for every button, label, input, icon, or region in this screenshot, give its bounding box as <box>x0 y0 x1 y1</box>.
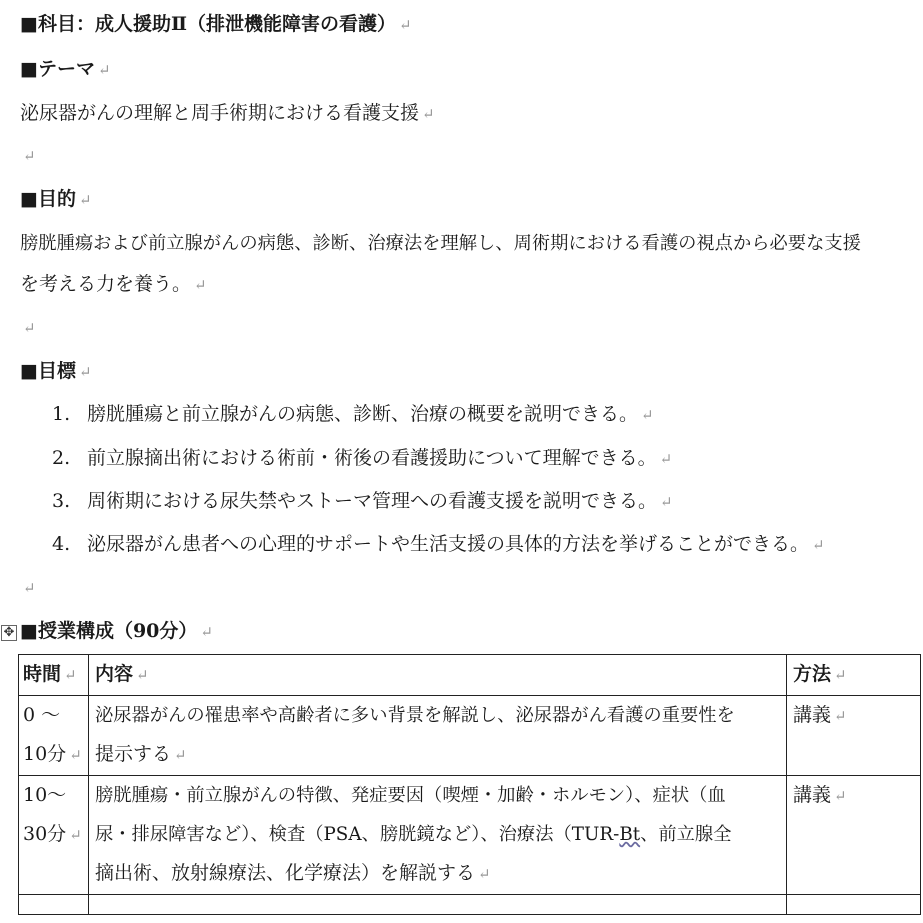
structure-heading-text: ■授業構成（90分） <box>20 620 198 642</box>
header-method[interactable] <box>787 655 921 696</box>
time-cell[interactable] <box>19 776 89 895</box>
goal-item-text: 前立腺摘出術における術前・術後の看護援助について理解できる。 <box>87 447 657 469</box>
cell-mark-icon: ↵ <box>136 666 149 684</box>
header-method-text: 方法 <box>793 663 832 685</box>
paragraph-mark-icon: ↵ <box>194 276 207 294</box>
cell-mark-icon: ↵ <box>834 787 847 805</box>
subject-text: ■科目：成人援助Ⅱ（排泄機能障害の看護） <box>20 13 396 35</box>
header-time[interactable] <box>19 655 89 696</box>
method-cell[interactable] <box>787 776 921 895</box>
purpose-line-2 <box>20 275 207 294</box>
empty-paragraph <box>20 578 36 597</box>
goal-number: 2. <box>52 447 71 469</box>
header-content[interactable] <box>89 655 787 696</box>
goal-number: 4. <box>52 533 71 555</box>
cell-mark-icon: ↵ <box>834 707 847 725</box>
empty-paragraph <box>20 146 36 165</box>
time-end: 30分 <box>23 823 67 845</box>
table-row <box>19 696 921 776</box>
purpose-line-2-text: を考える力を養う。 <box>20 273 192 295</box>
lesson-structure-table <box>18 654 921 915</box>
empty-paragraph <box>20 318 36 337</box>
paragraph-mark-icon: ↵ <box>200 623 213 641</box>
goal-item <box>87 405 654 424</box>
table-row-partial <box>19 895 921 915</box>
theme-heading <box>20 60 111 79</box>
method-cell[interactable] <box>787 895 921 915</box>
theme-heading-text: ■テーマ <box>20 58 95 80</box>
paragraph-mark-icon: ↵ <box>398 16 412 34</box>
paragraph-mark-icon: ↵ <box>78 191 92 209</box>
paragraph-mark-icon: ↵ <box>78 363 92 381</box>
cell-mark-icon: ↵ <box>478 865 491 883</box>
content-line: 、前立腺全 <box>640 824 732 845</box>
goal-item-text: 周術期における尿失禁やストーマ管理への看護支援を説明できる。 <box>87 490 658 512</box>
goal-number: 1. <box>52 403 71 425</box>
cell-mark-icon: ↵ <box>834 666 847 684</box>
table-row <box>19 776 921 895</box>
cell-mark-icon: ↵ <box>174 746 187 764</box>
cell-mark-icon: ↵ <box>69 746 82 764</box>
spellcheck-word: Bt <box>619 824 641 845</box>
goal-item-text: 泌尿器がん患者への心理的サポートや生活支援の具体的方法を挙げることができる。 <box>87 533 810 555</box>
goals-heading <box>20 362 92 381</box>
structure-heading <box>20 622 213 641</box>
time-start: 10～ <box>23 784 67 806</box>
method-cell[interactable] <box>787 696 921 776</box>
goal-item <box>87 449 672 468</box>
subject-heading <box>20 15 412 34</box>
content-line: 提示する <box>95 743 172 765</box>
content-line: 尿・排尿障害など）、検査（PSA、膀胱鏡など）、治療法（TUR- <box>95 824 620 845</box>
goal-item <box>87 535 825 554</box>
header-content-text: 内容 <box>95 663 134 685</box>
paragraph-mark-icon: ↵ <box>97 61 111 79</box>
table-header-row <box>19 655 921 696</box>
goal-item <box>87 492 673 511</box>
theme-body: 泌尿器がんの理解と周手術期における看護支援 <box>20 102 420 124</box>
goal-number: 3. <box>52 490 71 512</box>
paragraph-mark-icon: ↵ <box>23 579 36 597</box>
cell-mark-icon: ↵ <box>69 826 82 844</box>
goals-heading-text: ■目標 <box>20 360 76 382</box>
paragraph-mark-icon: ↵ <box>422 105 435 123</box>
content-line: 摘出術、放射線療法、化学療法）を解説する <box>95 862 476 884</box>
content-cell[interactable] <box>89 895 787 915</box>
content-cell[interactable] <box>89 696 787 776</box>
paragraph-mark-icon: ↵ <box>641 406 654 424</box>
paragraph-mark-icon: ↵ <box>659 450 673 468</box>
cell-mark-icon: ↵ <box>64 666 77 684</box>
time-end: 10分 <box>23 743 67 765</box>
content-cell[interactable] <box>89 776 787 895</box>
header-time-text: 時間 <box>23 663 62 685</box>
purpose-heading <box>20 190 92 209</box>
time-cell[interactable] <box>19 895 89 915</box>
content-line: 膀胱腫瘍・前立腺がんの特徴、発症要因（喫煙・加齢・ホルモン）、症状（血 <box>95 785 726 806</box>
table-move-handle-icon[interactable]: ✥ <box>1 625 17 641</box>
paragraph-mark-icon: ↵ <box>660 493 673 511</box>
method-text: 講義 <box>793 784 832 806</box>
goal-item-text: 膀胱腫瘍と前立腺がんの病態、診断、治療の概要を説明できる。 <box>87 403 639 425</box>
paragraph-mark-icon: ↵ <box>23 147 36 165</box>
method-text: 講義 <box>793 704 832 726</box>
content-line: 泌尿器がんの罹患率や高齢者に多い背景を解説し、泌尿器がん看護の重要性を <box>95 705 735 726</box>
purpose-heading-text: ■目的 <box>20 188 76 210</box>
time-start: 0 ～ <box>23 704 61 726</box>
paragraph-mark-icon: ↵ <box>812 536 825 554</box>
purpose-line-1: 膀胱腫瘍および前立腺がんの病態、診断、治療法を理解し、周術期における看護の視点から必要な支援 <box>20 233 861 254</box>
time-cell[interactable] <box>19 696 89 776</box>
theme-text <box>20 104 435 123</box>
paragraph-mark-icon: ↵ <box>23 319 36 337</box>
